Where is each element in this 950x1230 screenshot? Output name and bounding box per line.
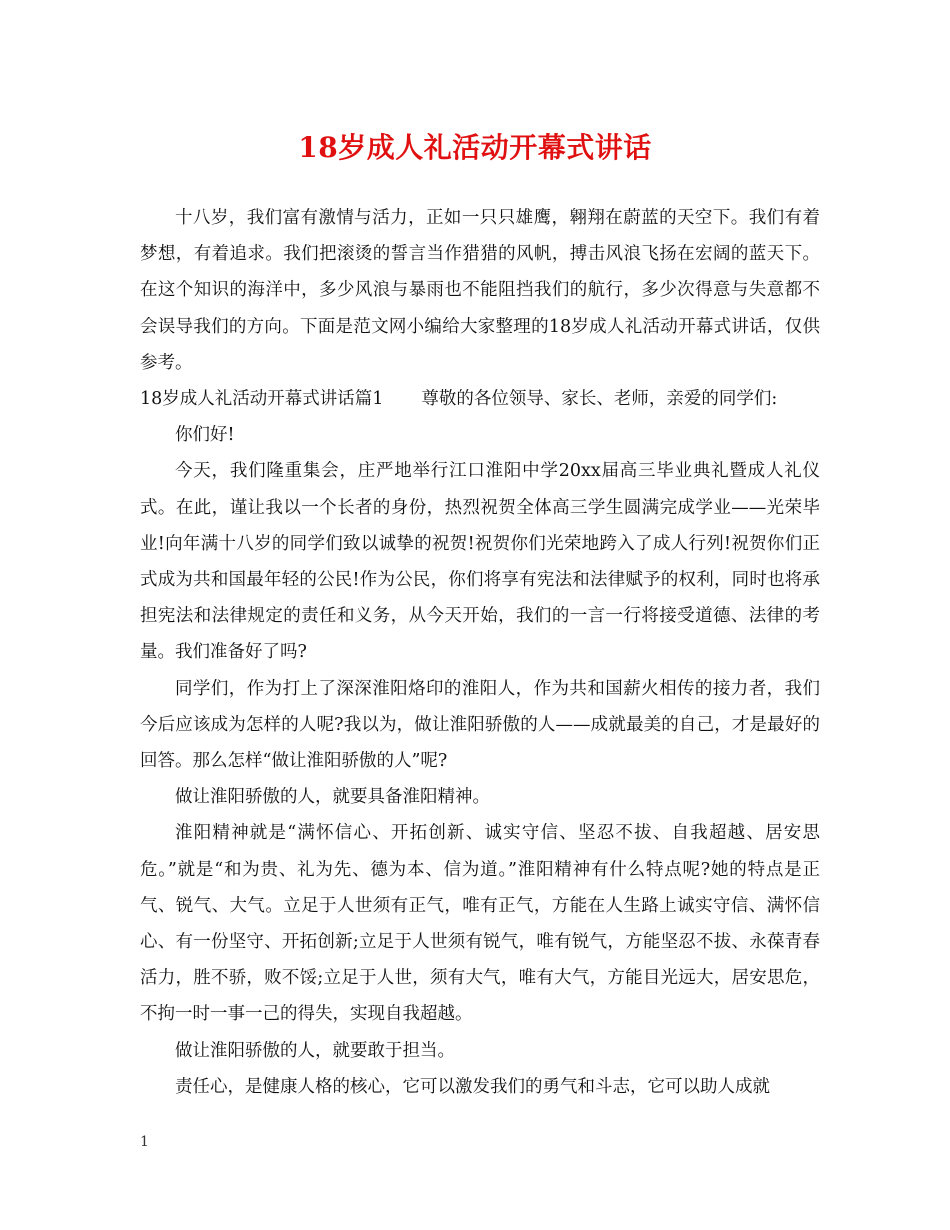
section-heading: 18岁成人礼活动开幕式讲话篇1 <box>140 389 384 410</box>
salutation: 尊敬的各位领导、家长、老师，亲爱的同学们: <box>421 389 778 410</box>
intro-paragraph: 十八岁，我们富有激情与活力，正如一只只雄鹰，翱翔在蔚蓝的天空下。我们有着梦想，有着追求。我们把滚烫的誓言当作猎猎的风帆，搏击风浪飞扬在宏阔的蓝天下。在这个知识的海洋中，多少风浪与暴雨也不能阻挡我们的航行，多少次得意与失意都不会误导我们的方向。下面是范文网小编给大家整理的18岁成人礼活动开幕式讲话，仅供参考。 <box>140 208 820 373</box>
page-number: 1 <box>140 1134 149 1150</box>
paragraph: 责任心，是健康人格的核心，它可以激发我们的勇气和斗志，它可以助人成就 <box>175 1076 770 1097</box>
paragraph: 淮阳精神就是“满怀信心、开拓创新、诚实守信、坚忍不拔、自我超越、居安思危。”就是“和为贵、礼为先、德为本、信为道。”淮阳精神有什么特点呢?她的特点是正气、锐气、大气。立足于人世须有正气，唯有正气，方能在人生路上诚实守信、满怀信心、有一份坚守、开拓创新;立足于人世须有锐气，唯有锐气，方能坚忍不拔、永葆青春活力，胜不骄，败不馁;立足于人世，须有大气，唯有大气，方能目光远大，居安思危，不拘一时一事一己的得失，实现自我超越。 <box>140 823 820 1025</box>
document-title: 18岁成人礼活动开幕式讲话 <box>298 131 652 164</box>
paragraph: 做让淮阳骄傲的人，就要具备淮阳精神。 <box>175 787 490 808</box>
paragraph: 今天，我们隆重集会，庄严地举行江口淮阳中学20xx届高三毕业典礼暨成人礼仪式。在此，谨让我以一个长者的身份，热烈祝贺全体高三学生圆满完成学业——光荣毕业!向年满十八岁的同学们致以诚挚的祝贺!祝贺你们光荣地跨入了成人行列!祝贺你们正式成为共和国最年轻的公民!作为公民，你们将享有宪法和法律赋予的权利，同时也将承担宪法和法律规定的责任和义务，从今天开始，我们的一言一行将接受道德、法律的考量。我们准备好了吗? <box>140 461 820 663</box>
paragraph: 你们好! <box>175 425 235 446</box>
paragraph: 做让淮阳骄傲的人，就要敢于担当。 <box>175 1040 455 1061</box>
section-heading-line <box>140 381 820 417</box>
document-body <box>140 200 820 1105</box>
paragraph: 同学们，作为打上了深深淮阳烙印的淮阳人，作为共和国薪火相传的接力者，我们今后应该成为怎样的人呢?我以为，做让淮阳骄傲的人——成就最美的自己，才是最好的回答。那么怎样“做让淮阳骄傲的人”呢? <box>140 678 820 772</box>
